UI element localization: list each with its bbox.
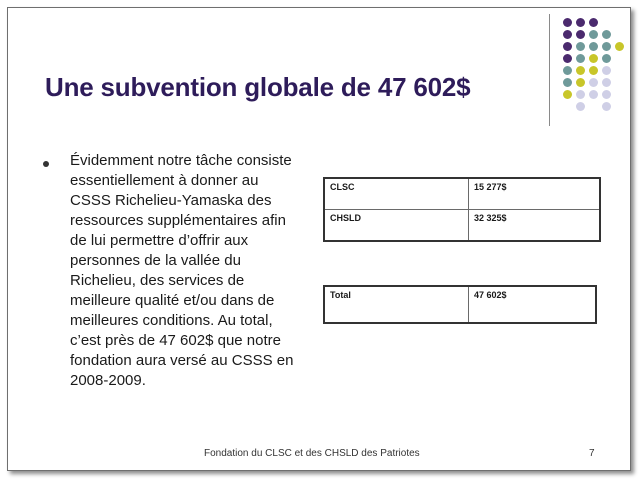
dot: [602, 30, 611, 39]
breakdown-table: [323, 177, 601, 242]
dot: [576, 18, 585, 27]
table-row: [324, 178, 600, 210]
dot: [563, 42, 572, 51]
dot: [602, 90, 611, 99]
table-cell-amount: 32 325$: [469, 210, 601, 242]
text-line: Richelieu, des services de: [70, 272, 245, 289]
table-cell-amount: 15 277$: [469, 178, 601, 210]
decorative-divider: [549, 14, 550, 126]
dot: [615, 42, 624, 51]
slide: [7, 7, 631, 471]
dot: [576, 90, 585, 99]
dot: [576, 30, 585, 39]
table-cell-label: CHSLD: [324, 210, 469, 242]
dot: [563, 18, 572, 27]
dot: [563, 54, 572, 63]
dot: [576, 78, 585, 87]
bullet-icon: [43, 161, 49, 167]
dot: [589, 78, 598, 87]
dot: [589, 66, 598, 75]
dot: [589, 42, 598, 51]
dot: [563, 30, 572, 39]
dot: [576, 54, 585, 63]
text-line: CSSS Richelieu-Yamaska des: [70, 192, 272, 209]
dot: [602, 66, 611, 75]
dot: [563, 78, 572, 87]
text-line: 2008-2009.: [70, 372, 146, 389]
text-line: personnes de la vallée du: [70, 252, 241, 269]
dot: [602, 42, 611, 51]
dot: [589, 18, 598, 27]
total-table: [323, 285, 597, 324]
table-cell-label: CLSC: [324, 178, 469, 210]
text-line: ressources supplémentaires afin: [70, 212, 286, 229]
dot: [563, 66, 572, 75]
dot: [589, 90, 598, 99]
dot: [589, 54, 598, 63]
table-cell-label: Total: [324, 286, 469, 323]
text-line: meilleure qualité et/ou dans de: [70, 292, 275, 309]
table-row: [324, 286, 596, 323]
dot: [576, 42, 585, 51]
text-line: Évidemment notre tâche consiste: [70, 152, 292, 169]
dot: [602, 102, 611, 111]
dot: [563, 90, 572, 99]
dot: [602, 54, 611, 63]
text-line: meilleures conditions. Au total,: [70, 312, 273, 329]
dot: [576, 66, 585, 75]
slide-footer: Fondation du CLSC et des CHSLD des Patriotes: [204, 448, 420, 459]
slide-title: Une subvention globale de 47 602$: [45, 72, 471, 102]
dot: [589, 30, 598, 39]
table-row: [324, 210, 600, 242]
bullet-text: [70, 151, 320, 391]
page-number: 7: [589, 448, 595, 459]
dot: [576, 102, 585, 111]
table-cell-amount: 47 602$: [469, 286, 597, 323]
text-line: c’est près de 47 602$ que notre: [70, 332, 281, 349]
text-line: essentiellement à donner au: [70, 172, 259, 189]
text-line: de lui permettre d’offrir aux: [70, 232, 249, 249]
decorative-dots: [563, 18, 623, 118]
dot: [602, 78, 611, 87]
text-line: fondation aura versé au CSSS en: [70, 352, 294, 369]
